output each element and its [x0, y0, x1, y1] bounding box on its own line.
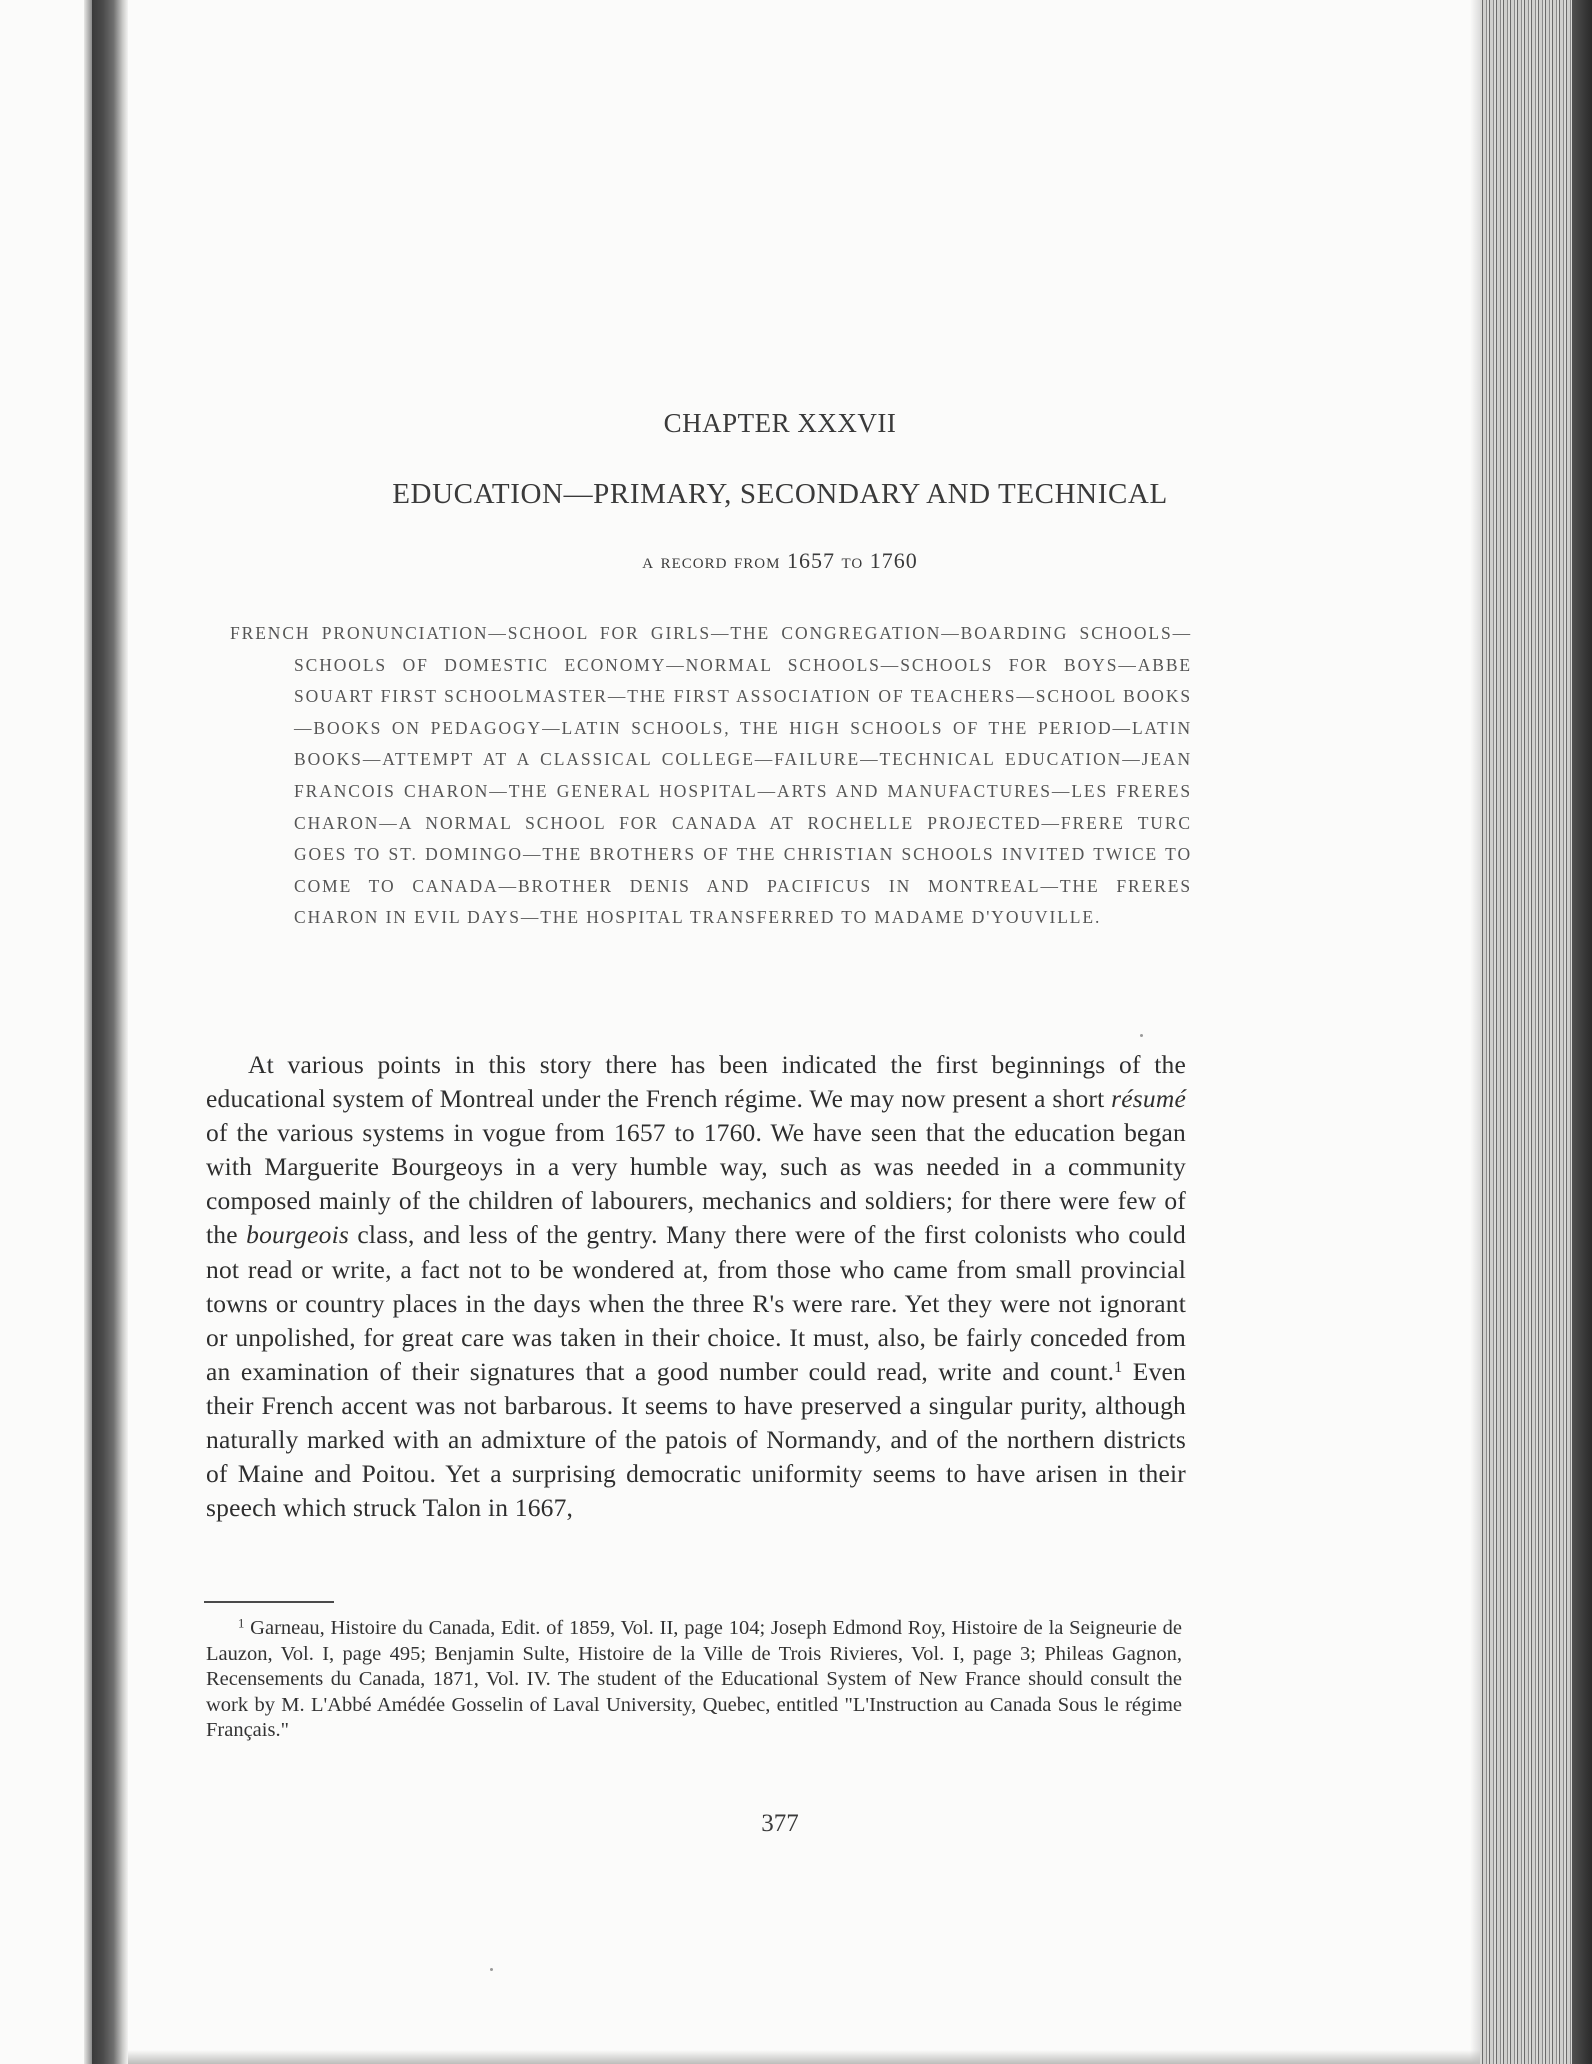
- footnote-rule: [204, 1601, 334, 1603]
- footnote-reference[interactable]: 1: [1114, 1358, 1123, 1376]
- paragraph-text: class, and less of the gentry. Many there were of the first colonists who could not read or write, a fact not to be wondered at, from those who came from small provincial towns or country places in the days when the three R's were rare. Yet they were not ignorant or unpolished, for great care was taken in their choice. It must, also, be fairly conceded from an examination of their signatures that a good number could read, write and count.: [206, 1220, 1186, 1386]
- paragraph-text: Even their French accent was not barbarous. It seems to have preserved a singular purity, although naturally marked with an admixture of the patois of Normandy, and of the northern districts of Maine and Poitou. Yet a surprising democratic uniformity seems to have arisen in their speech which struck Talon in 1667,: [206, 1356, 1186, 1523]
- italic-term: résumé: [1111, 1084, 1186, 1114]
- italic-term: bourgeois: [246, 1220, 350, 1250]
- body-text: [206, 1048, 1186, 1525]
- binding-edge: [84, 0, 92, 2064]
- book-cover-edge: [1572, 0, 1592, 2064]
- footnote-marker: 1: [238, 1616, 245, 1631]
- chapter-number: CHAPTER XXXVII: [663, 408, 897, 438]
- paragraph: [206, 1048, 1186, 1525]
- page-number: 377: [761, 1810, 799, 1837]
- paper-speck: [490, 1968, 493, 1971]
- footnote-text: Garneau, Histoire du Canada, Edit. of 1859, Vol. II, page 104; Joseph Edmond Roy, Histoire de la Seigneurie de Lauzon, Vol. I, page 495; Benjamin Sulte, Histoire de la Ville de Trois Rivieres, Vol. I, page 3; Phileas Gagnon, Recensements du Canada, 1871, Vol. IV. The student of the Educational System of New France should consult the work by M. L'Abbé Amédée Gosselin of Laval University, Quebec, entitled "L'Instruction au Canada Sous le régime Français.": [206, 1617, 1182, 1742]
- paragraph-text: At various points in this story there has been indicated the first beginnings of the educational system of Montreal under the French régime. We may now present a short: [206, 1050, 1186, 1114]
- footnote-paragraph: [206, 1616, 1182, 1744]
- page-bottom-shadow: [128, 2050, 1480, 2064]
- paper-speck: [1140, 1034, 1143, 1037]
- chapter-title: EDUCATION—PRIMARY, SECONDARY AND TECHNICAL: [392, 478, 1168, 510]
- paragraph-text: of the various systems in vogue from 1657 to 1760. We have seen that the education began with Marguerite Bourgeoys in a very humble way, such as was needed in a community composed mainly of the children of labourers, mechanics and soldiers; for there were few of the: [206, 1118, 1186, 1250]
- chapter-subtitle: a record from 1657 to 1760: [642, 548, 918, 573]
- footnote: [206, 1616, 1182, 1744]
- chapter-synopsis: FRENCH PRONUNCIATION—SCHOOL FOR GIRLS—THE CONGREGATION—BOARDING SCHOOLS—SCHOOLS OF DOMESTIC ECONOMY—NORMAL SCHOOLS—SCHOOLS FOR BOYS—ABBE SOUART FIRST SCHOOLMASTER—THE FIRST ASSOCIATION OF TEACHERS—SCHOOL BOOKS—BOOKS ON PEDAGOGY—LATIN SCHOOLS, THE HIGH SCHOOLS OF THE PERIOD—LATIN BOOKS—ATTEMPT AT A CLASSICAL COLLEGE—FAILURE—TECHNICAL EDUCATION—JEAN FRANCOIS CHARON—THE GENERAL HOSPITAL—ARTS AND MANUFACTURES—LES FRERES CHARON—A NORMAL SCHOOL FOR CANADA AT ROCHELLE PROJECTED—FRERE TURC GOES TO ST. DOMINGO—THE BROTHERS OF THE CHRISTIAN SCHOOLS INVITED TWICE TO COME TO CANADA—BROTHER DENIS AND PACIFICUS IN MONTREAL—THE FRERES CHARON IN EVIL DAYS—THE HOSPITAL TRANSFERRED TO MADAME D'YOUVILLE.: [230, 623, 1192, 928]
- book-gutter: [92, 0, 128, 2064]
